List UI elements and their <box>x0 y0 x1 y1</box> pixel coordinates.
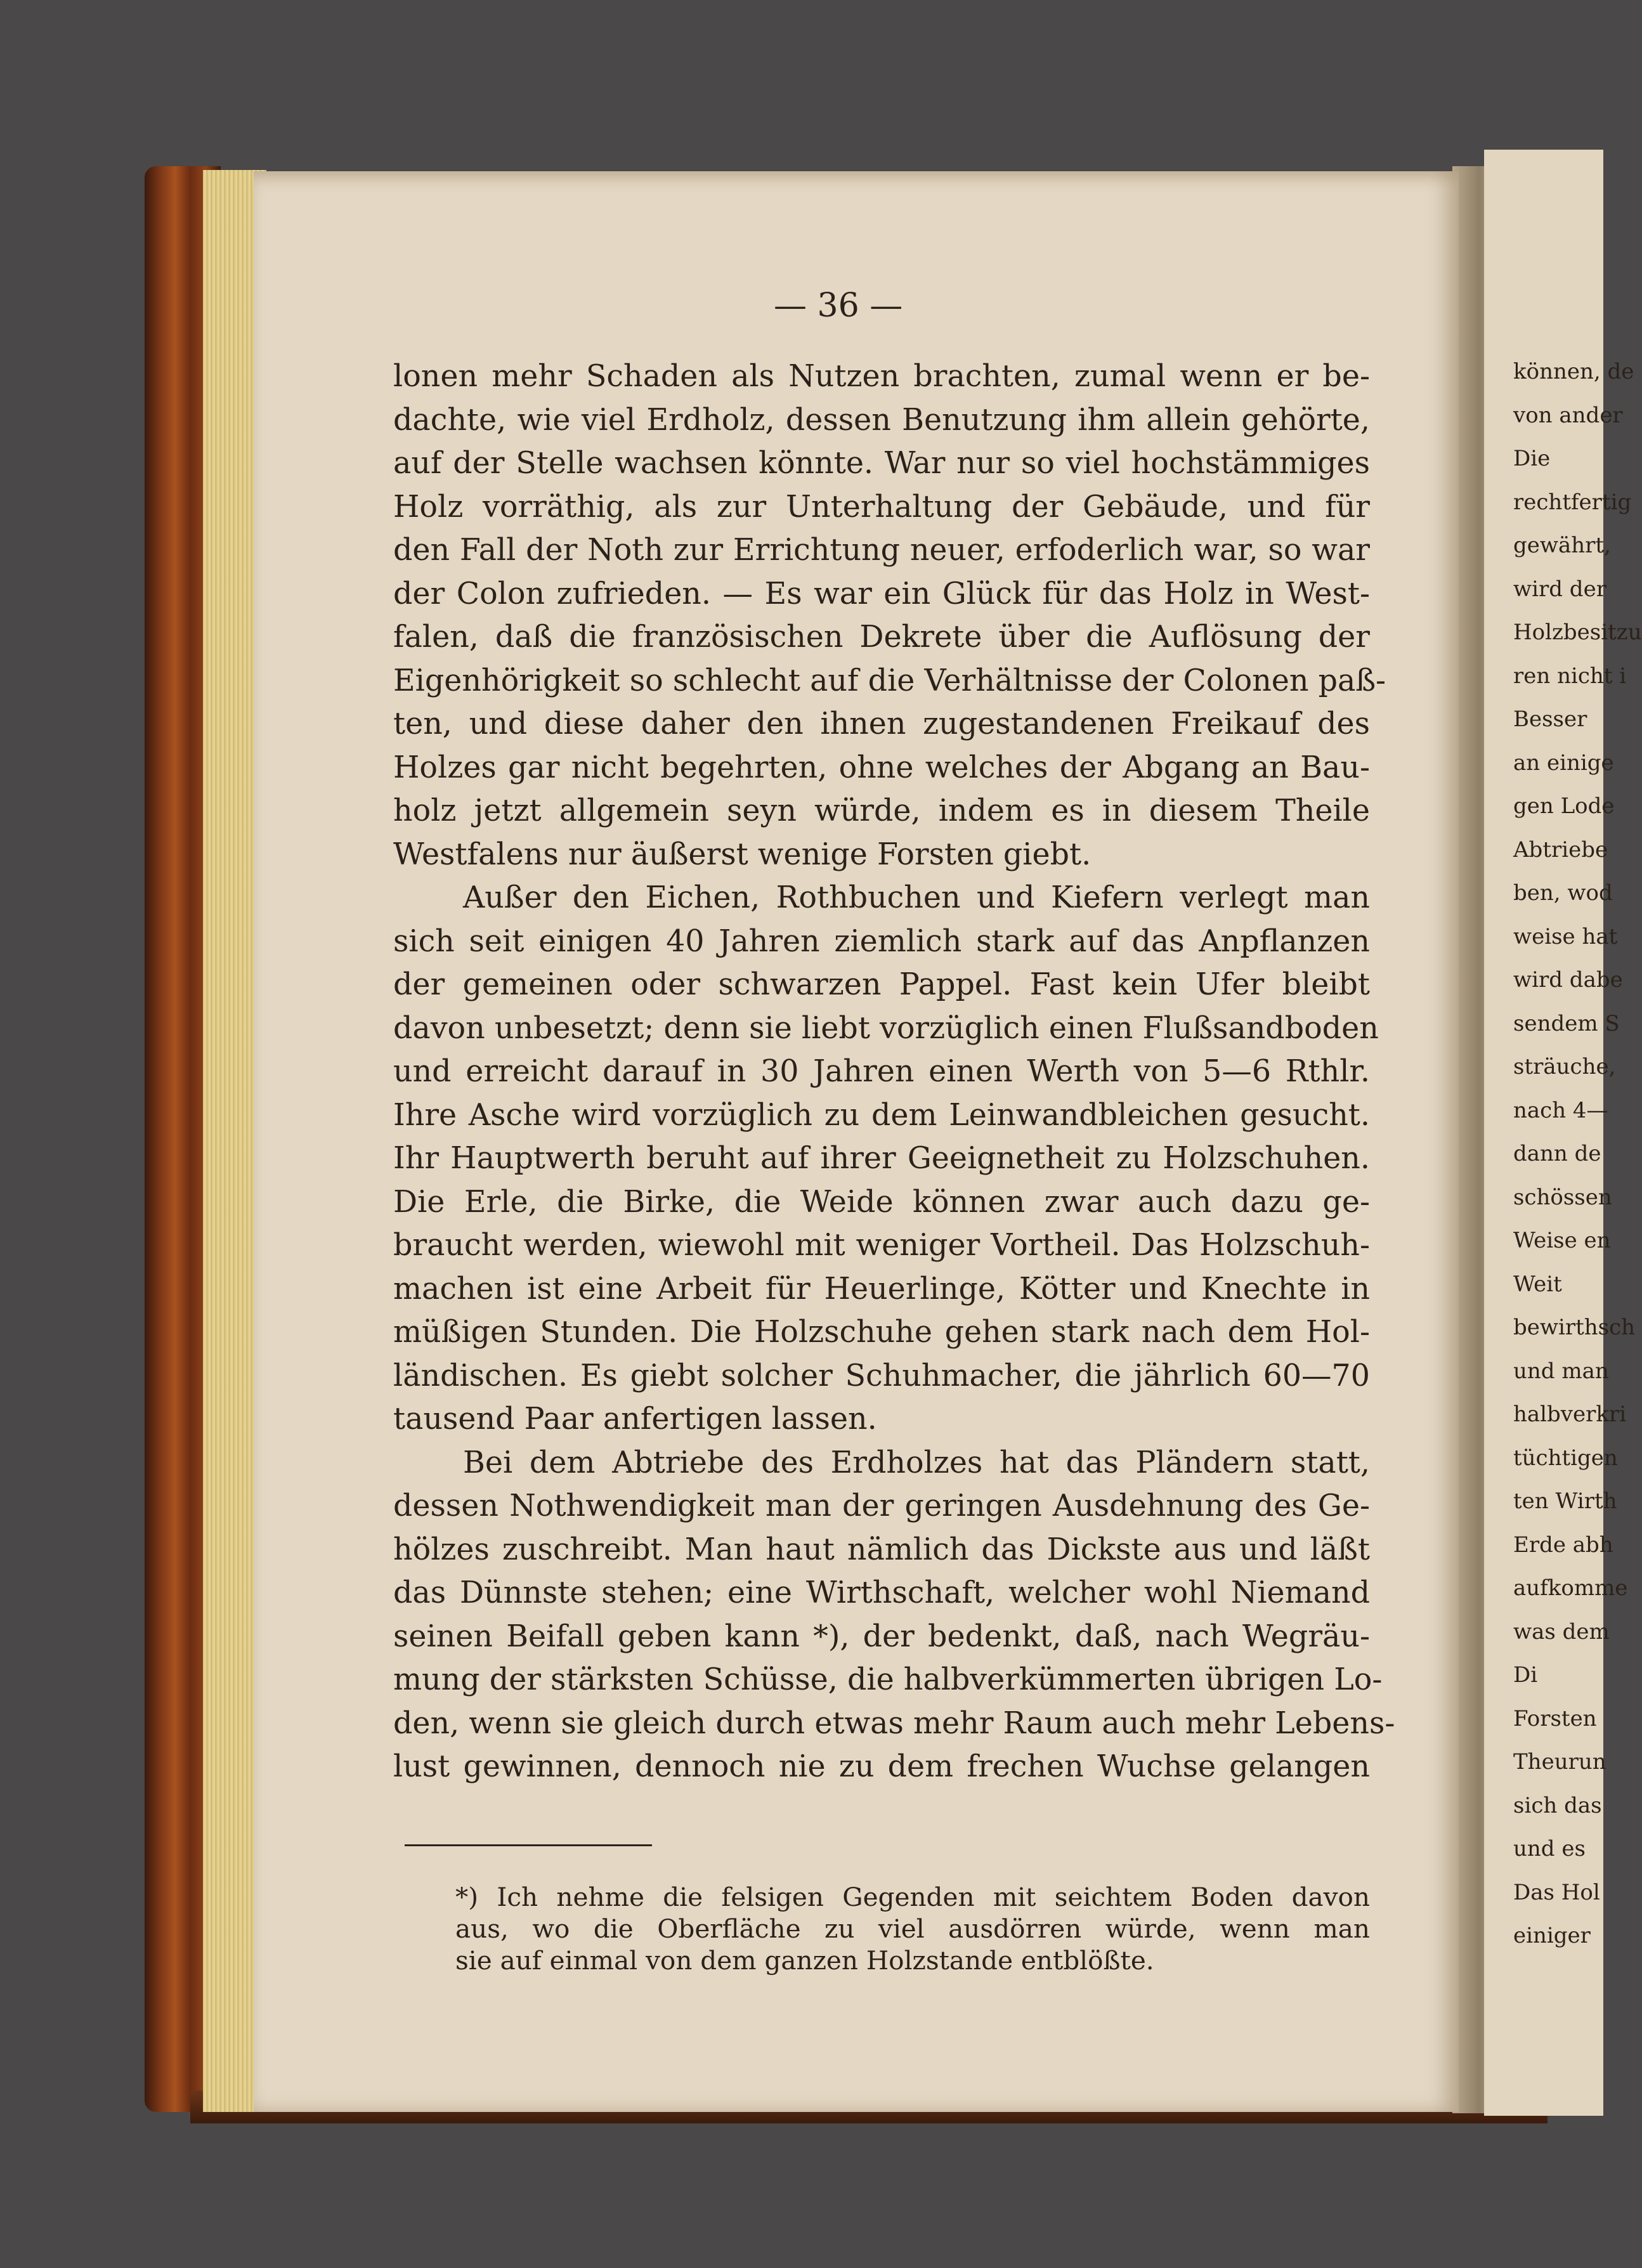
next-page-fragment: Forsten <box>1513 1705 1597 1731</box>
text-line: falen, daß die französischen Dekrete über die Auflösung der <box>393 620 1370 655</box>
next-page-fragment: von ander <box>1513 402 1623 428</box>
text-line: müßigen Stunden. Die Holzschuhe gehen stark nach dem Hol- <box>393 1315 1370 1350</box>
text-line: lust gewinnen, dennoch nie zu dem frechen Wuchse gelangen <box>393 1749 1370 1784</box>
next-page-fragment: gewährt, <box>1513 533 1611 558</box>
next-page-fragment: Abtriebe <box>1513 837 1608 863</box>
text-line: Außer den Eichen, Rothbuchen und Kiefern verlegt man <box>463 880 1370 915</box>
text-line: mung der stärksten Schüsse, die halbverkümmerten übrigen Lo- <box>393 1662 1383 1697</box>
text-line: das Dünnste stehen; eine Wirthschaft, welcher wohl Niemand <box>393 1575 1370 1610</box>
next-page-fragment: Besser <box>1513 707 1587 732</box>
footnote-line: *) Ich nehme die felsigen Gegenden mit seichtem Boden davon <box>455 1882 1370 1912</box>
footnote <box>455 1881 1370 1976</box>
text-line: den Fall der Noth zur Errichtung neuer, erfoderlich war, so war <box>393 533 1370 568</box>
next-page-fragment: Theurun <box>1513 1749 1606 1775</box>
text-line: hölzes zuschreibt. Man haut nämlich das Dickste aus und läßt <box>393 1532 1370 1567</box>
next-page-fragment: und man <box>1513 1358 1609 1384</box>
footnote-divider <box>405 1844 652 1846</box>
text-line: dessen Nothwendigkeit man der geringen Ausdehnung des Ge- <box>393 1489 1370 1523</box>
next-page-fragment: rechtfertig <box>1513 489 1632 515</box>
text-line: Bei dem Abtriebe des Erdholzes hat das Pländern statt, <box>463 1445 1370 1480</box>
next-page-fragment: sträuche, <box>1513 1054 1616 1079</box>
text-line: Ihr Hauptwerth beruht auf ihrer Geeignetheit zu Holzschuhen. <box>393 1141 1370 1176</box>
page-number: — 36 — <box>774 287 903 325</box>
next-page-fragment: einiger <box>1513 1923 1591 1948</box>
footnote-line: aus, wo die Oberfläche zu viel ausdörren würde, wenn man <box>455 1913 1370 1944</box>
paragraph <box>393 877 1379 1442</box>
next-page-fragment: Die <box>1513 446 1551 471</box>
text-line: und erreicht darauf in 30 Jahren einen Werth von 5—6 Rthlr. <box>393 1054 1370 1089</box>
next-page-fragment: ten Wirth <box>1513 1489 1617 1514</box>
next-page-fragment: tüchtigen <box>1513 1445 1618 1471</box>
next-page-fragment: sich das <box>1513 1792 1602 1818</box>
text-line: lonen mehr Schaden als Nutzen brachten, zumal wenn er be- <box>393 359 1370 394</box>
next-page-fragment: ren nicht i <box>1513 663 1627 689</box>
next-page-fragment: nach 4— <box>1513 1097 1608 1123</box>
next-page-fragment: Weit <box>1513 1271 1562 1297</box>
next-page-fragment: weise hat <box>1513 923 1618 949</box>
text-line: auf der Stelle wachsen könnte. War nur so viel hochstämmiges <box>393 446 1370 481</box>
next-page-fragment: können, de <box>1513 359 1634 384</box>
next-page-fragment: sendem S <box>1513 1010 1620 1036</box>
next-page-fragment: wird dabe <box>1513 967 1623 993</box>
next-page-fragment: halbverkri <box>1513 1402 1627 1427</box>
next-page-fragment: dann de <box>1513 1141 1601 1166</box>
next-page-fragment: an einige <box>1513 750 1614 776</box>
next-page-fragment: ben, wod <box>1513 880 1613 906</box>
next-page-fragment: und es <box>1513 1836 1586 1861</box>
page-body-text <box>393 355 1395 1789</box>
text-line: der gemeinen oder schwarzen Pappel. Fast kein Ufer bleibt <box>393 967 1370 1002</box>
text-line: der Colon zufrieden. — Es war ein Glück für das Holz in West- <box>393 576 1370 611</box>
text-line: Eigenhörigkeit so schlecht auf die Verhältnisse der Colonen paß- <box>393 663 1386 698</box>
text-line: braucht werden, wiewohl mit weniger Vortheil. Das Holzschuh- <box>393 1228 1370 1263</box>
text-line: tausend Paar anfertigen lassen. <box>393 1402 877 1437</box>
next-page-fragment: aufkomme <box>1513 1575 1628 1601</box>
paragraph <box>393 355 1386 877</box>
next-page-fragment: was dem <box>1513 1619 1610 1645</box>
text-line: machen ist eine Arbeit für Heuerlinge, Kötter und Knechte in <box>393 1271 1370 1307</box>
next-page-fragment: Weise en <box>1513 1228 1611 1253</box>
text-line: seinen Beifall geben kann *), der bedenkt, daß, nach Wegräu- <box>393 1619 1370 1654</box>
next-page-text-fragments <box>1513 350 1642 1958</box>
text-line: Holz vorräthig, als zur Unterhaltung der Gebäude, und für <box>393 489 1370 525</box>
footnote-line: sie auf einmal von dem ganzen Holzstande entblößte. <box>455 1945 1154 1976</box>
text-line: Westfalens nur äußerst wenige Forsten giebt. <box>393 837 1091 872</box>
text-line: Ihre Asche wird vorzüglich zu dem Leinwandbleichen gesucht. <box>393 1097 1370 1133</box>
next-page-fragment: Di <box>1513 1662 1538 1688</box>
next-page-fragment: schössen <box>1513 1184 1612 1210</box>
next-page-fragment: Das Hol <box>1513 1879 1600 1905</box>
text-line: sich seit einigen 40 Jahren ziemlich stark auf das Anpflanzen <box>393 923 1370 959</box>
next-page-fragment: Erde abh <box>1513 1532 1613 1558</box>
text-line: ten, und diese daher den ihnen zugestandenen Freikauf des <box>393 707 1370 741</box>
text-line: dachte, wie viel Erdholz, dessen Benutzung ihm allein gehörte, <box>393 402 1370 438</box>
next-page-fragment: Holzbesitzu <box>1513 620 1642 645</box>
paragraph <box>393 1442 1395 1789</box>
text-line: ländischen. Es giebt solcher Schuhmacher, die jährlich 60—70 <box>393 1358 1370 1393</box>
next-page-fragment: bewirthsch <box>1513 1315 1636 1340</box>
text-line: holz jetzt allgemein seyn würde, indem es in diesem Theile <box>393 793 1370 828</box>
text-line: Holzes gar nicht begehrten, ohne welches der Abgang an Bau- <box>393 750 1370 785</box>
next-page-fragment: gen Lode <box>1513 793 1615 819</box>
text-line: davon unbesetzt; denn sie liebt vorzüglich einen Flußsandboden <box>393 1010 1379 1046</box>
text-line: den, wenn sie gleich durch etwas mehr Raum auch mehr Lebens- <box>393 1705 1395 1741</box>
next-page-fragment: wird der <box>1513 576 1606 602</box>
text-line: Die Erle, die Birke, die Weide können zwar auch dazu ge- <box>393 1184 1370 1220</box>
